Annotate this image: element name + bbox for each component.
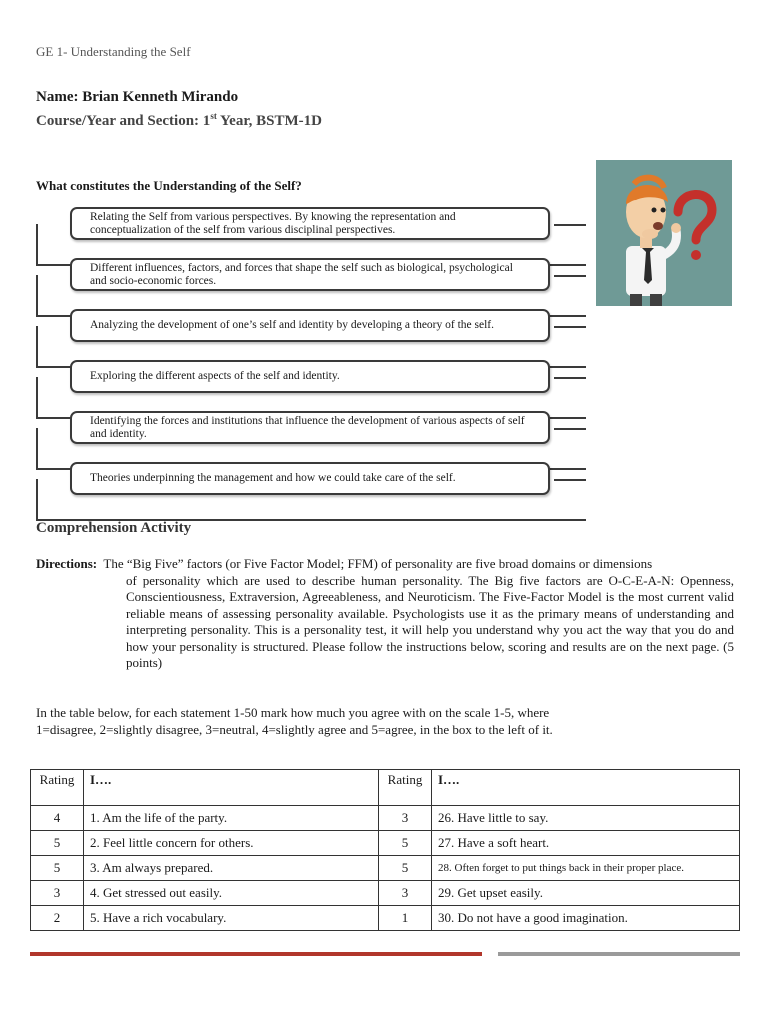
rating-cell[interactable]: 3 bbox=[31, 881, 84, 906]
rating-header: Rating bbox=[379, 770, 432, 806]
personality-rating-table bbox=[30, 769, 740, 931]
list-item bbox=[70, 309, 550, 342]
rating-cell[interactable]: 5 bbox=[31, 856, 84, 881]
directions-first-text: The “Big Five” factors (or Five Factor Model; FFM) of personality are five broad domains or dimensions bbox=[103, 556, 653, 571]
list-item-text: Theories underpinning the management and how we could take care of the self. bbox=[90, 472, 456, 484]
rating-cell[interactable]: 3 bbox=[379, 806, 432, 831]
list-item bbox=[70, 411, 550, 444]
statement-header bbox=[432, 770, 740, 806]
student-course bbox=[36, 111, 322, 130]
list-item bbox=[70, 360, 550, 393]
statement-header bbox=[84, 770, 379, 806]
list-item bbox=[70, 258, 550, 291]
statement-cell: 3. Am always prepared. bbox=[84, 856, 379, 881]
rating-cell[interactable]: 2 bbox=[31, 906, 84, 931]
footer-accent-gray bbox=[498, 952, 740, 956]
course-ordinal: st bbox=[210, 111, 217, 121]
rating-cell[interactable]: 1 bbox=[379, 906, 432, 931]
statement-cell: 4. Get stressed out easily. bbox=[84, 881, 379, 906]
statement-cell: 28. Often forget to put things back in their proper place. bbox=[432, 856, 740, 881]
list-item-text: Identifying the forces and institutions that influence the development of various aspects of self and identity. bbox=[90, 414, 525, 440]
list-item-text: Different influences, factors, and forces that shape the self such as biological, psychological and socio-economic forces. bbox=[90, 261, 513, 287]
statement-cell: 5. Have a rich vocabulary. bbox=[84, 906, 379, 931]
statement-cell: 30. Do not have a good imagination. bbox=[432, 906, 740, 931]
statement-header-text: I…. bbox=[90, 772, 112, 787]
student-name: Name: Brian Kenneth Mirando bbox=[36, 89, 239, 105]
statement-header-text: I…. bbox=[438, 772, 460, 787]
statement-cell: 27. Have a soft heart. bbox=[432, 831, 740, 856]
course-prefix: Course/Year and Section: 1 bbox=[36, 113, 211, 129]
statement-cell: 29. Get upset easily. bbox=[432, 881, 740, 906]
directions-paragraph bbox=[36, 556, 734, 672]
list-item-text: Analyzing the development of one’s self and identity by developing a theory of the self. bbox=[90, 319, 494, 331]
list-item-text: Exploring the different aspects of the self and identity. bbox=[90, 370, 340, 382]
table-row bbox=[31, 831, 740, 856]
table-row bbox=[31, 881, 740, 906]
rating-cell[interactable]: 5 bbox=[379, 856, 432, 881]
table-row bbox=[31, 806, 740, 831]
rating-header: Rating bbox=[31, 770, 84, 806]
section-question: What constitutes the Understanding of the Self? bbox=[36, 178, 302, 193]
table-row bbox=[31, 906, 740, 931]
confused-man-question-mark-icon bbox=[596, 160, 732, 306]
list-item bbox=[70, 207, 550, 240]
table-row bbox=[31, 856, 740, 881]
statement-cell: 26. Have little to say. bbox=[432, 806, 740, 831]
directions-first-line bbox=[36, 556, 734, 573]
table-instructions bbox=[36, 704, 736, 738]
instruction-line-1: In the table below, for each statement 1-50 mark how much you agree with on the scale 1-5, where bbox=[36, 705, 550, 720]
course-suffix: Year, BSTM-1D bbox=[216, 113, 322, 129]
list-item bbox=[70, 462, 550, 495]
rating-cell[interactable]: 5 bbox=[31, 831, 84, 856]
illustration-svg bbox=[596, 160, 732, 306]
statement-cell: 2. Feel little concern for others. bbox=[84, 831, 379, 856]
directions-label: Directions: bbox=[36, 556, 98, 571]
document-header: GE 1- Understanding the Self bbox=[36, 44, 191, 59]
directions-body: of personality which are used to describe human personality. The Big five factors are O-C-E-A-N: Openness, Conscientiousness, Extraversion, Agreeableness, and Neuroticism. The Five-Factor Model is the most current valid reliable means of assessing personality available. Psychologists use it as the primary means of understanding and interpreting personality. This is a personality test, it will help you understand why you act the way that you do and how your personality is structured. Please follow the instructions below, scoring and results are on the next page. (5 points) bbox=[126, 572, 734, 670]
footer-accent-red bbox=[30, 952, 482, 956]
rating-cell[interactable]: 4 bbox=[31, 806, 84, 831]
statement-cell: 1. Am the life of the party. bbox=[84, 806, 379, 831]
rating-cell[interactable]: 3 bbox=[379, 881, 432, 906]
comprehension-title: Comprehension Activity bbox=[36, 520, 192, 536]
list-item-text: Relating the Self from various perspectives. By knowing the representation and conceptualization of the self from various disciplinal perspectives. bbox=[90, 210, 456, 236]
table-header-row bbox=[31, 770, 740, 806]
instruction-line-2: 1=disagree, 2=slightly disagree, 3=neutral, 4=slightly agree and 5=agree, in the box to the left of it. bbox=[36, 722, 553, 737]
rating-cell[interactable]: 5 bbox=[379, 831, 432, 856]
